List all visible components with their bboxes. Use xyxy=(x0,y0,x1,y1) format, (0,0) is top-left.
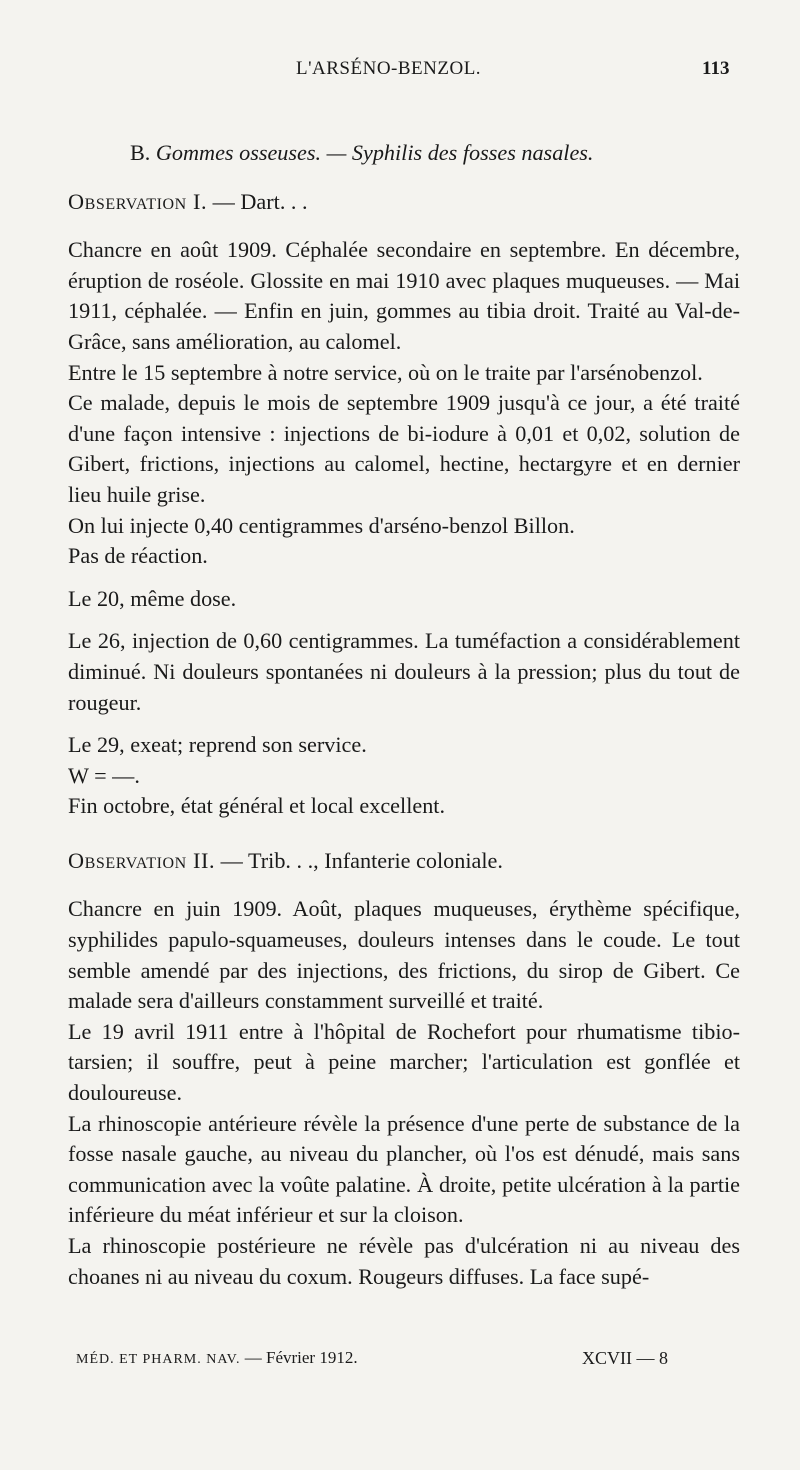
paragraph: Entre le 15 septembre à notre service, où on le traite par l'arsénobenzol. xyxy=(68,359,703,385)
paragraph: Le 20, même dose. xyxy=(68,585,237,611)
section-title xyxy=(68,138,740,169)
observation-1-label: Observation I. xyxy=(68,188,208,214)
footer-date: — Février 1912. xyxy=(240,1348,358,1367)
paragraph: Chancre en juin 1909. Août, plaques muqueuses, érythème spécifique, syphilides papulo-squameuses, douleurs intenses dans le coude. Le tout semble amendé par des injections, des frictions, du sirop de Gibert. Ce malade sera d'ailleurs constamment surveillé et traité. xyxy=(68,896,740,1014)
paragraph: On lui injecte 0,40 centigrammes d'arséno-benzol Billon. xyxy=(68,512,575,538)
footer-signature: XCVII — 8 xyxy=(582,1348,668,1368)
observation-1-patient: — Dart. . . xyxy=(207,188,308,214)
paragraph: Le 19 avril 1911 entre à l'hôpital de Rochefort pour rhumatisme tibio-tarsien; il souffre, peut à peine marcher; l'articulation est gonflée et douloureuse. xyxy=(68,1018,740,1106)
page-number: 113 xyxy=(702,58,730,79)
footer-journal-name: MÉD. ET PHARM. NAV. xyxy=(76,1352,241,1367)
paragraph: W = —. xyxy=(68,762,140,788)
paragraph: Chancre en août 1909. Céphalée secondaire en septembre. En décembre, éruption de roséole. Glossite en mai 1910 avec plaques muqueuses. — Mai 1911, céphalée. — Enfin en juin, gommes au tibia droit. Traité au Val-de-Grâce, sans amélioration, au calomel. xyxy=(68,237,740,354)
observation-2-label: Observation II. xyxy=(68,847,216,873)
running-title: L'ARSÉNO-BENZOL. xyxy=(296,58,482,79)
section-label: B. xyxy=(130,140,151,165)
paragraph: Le 29, exeat; reprend son service. xyxy=(68,732,367,758)
observation-1-heading xyxy=(68,187,740,218)
running-head xyxy=(0,58,800,88)
paragraph: Fin octobre, état général et local excellent. xyxy=(68,793,446,819)
observation-2-patient: — Trib. . ., Infanterie coloniale. xyxy=(215,847,503,873)
page-footer xyxy=(0,1348,800,1378)
observation-2-heading xyxy=(68,846,740,877)
paragraph: La rhinoscopie antérieure révèle la présence d'une perte de substance de la fosse nasale gauche, au niveau du plancher, où l'os est dénudé, mais sans communication avec la voûte palatine. À droite, petite ulcération à la partie inférieure du méat inférieur et sur la cloison. xyxy=(68,1110,740,1228)
footer-journal xyxy=(76,1348,358,1368)
section-title-text: Gommes osseuses. — Syphilis des fosses nasales. xyxy=(155,140,594,165)
paragraph: Pas de réaction. xyxy=(68,543,208,569)
paragraph: La rhinoscopie postérieure ne révèle pas d'ulcération ni au niveau des choanes ni au niveau du coxum. Rougeurs diffuses. La face supé- xyxy=(68,1233,740,1289)
paragraph: Le 26, injection de 0,60 centigrammes. La tuméfaction a considérablement diminué. Ni douleurs spontanées ni douleurs à la pression; plus du tout de rougeur. xyxy=(68,628,740,715)
paragraph: Ce malade, depuis le mois de septembre 1909 jusqu'à ce jour, a été traité d'une façon intensive : injections de bi-iodure à 0,01 et 0,02, solution de Gibert, frictions, injections au calomel, hectine, hectargyre et en dernier lieu huile grise. xyxy=(68,390,740,507)
body-text xyxy=(68,138,740,1292)
